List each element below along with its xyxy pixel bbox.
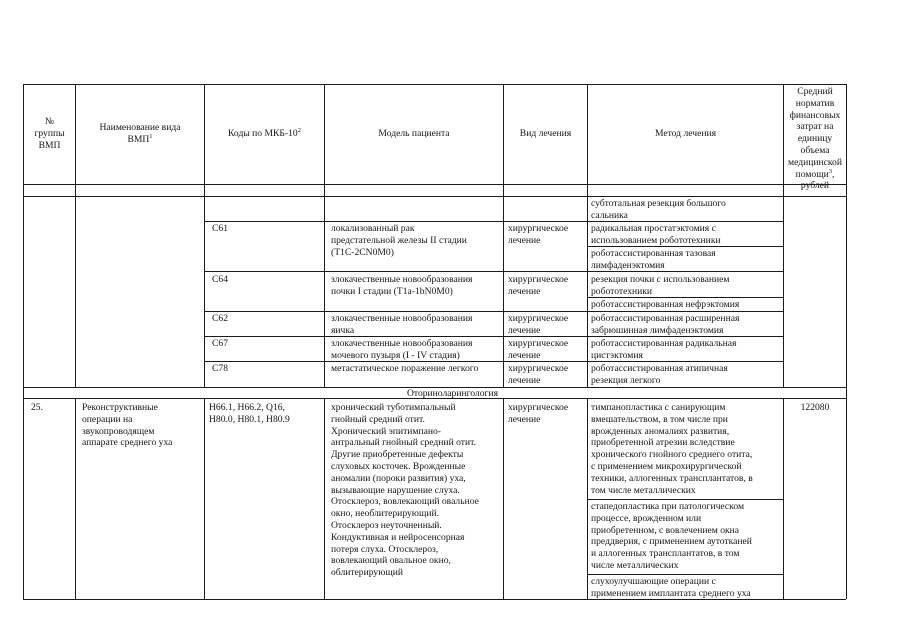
method-cell: резекция почки с использованием робототехники — [591, 274, 730, 297]
treatment-type-cell: хирургическое лечение — [508, 313, 569, 336]
entry-name: Реконструктивные операции на звукопроводящем аппарате среднего уха — [82, 402, 173, 449]
section-title: Оториноларингология — [406, 388, 499, 399]
code-cell: C64 — [212, 274, 228, 285]
entry-method: слухоулучшающие операции с применением имплантата среднего уха — [591, 576, 751, 599]
header-col-type: Вид лечения — [519, 128, 572, 139]
entry-cost: 122080 — [800, 402, 830, 413]
entry-method: тимпанопластика с санирующим вмешательством, в том числе при врожденных аномалиях развития, приобретенной атрезии вследствие хронического гнойного среднего отита, с применением микрохирургической техники, аллогенных трансплантатов, в том числе металлических — [591, 402, 753, 496]
method-cell: роботассистированная тазовая лимфаденэктомия — [591, 248, 716, 271]
treatment-type-cell: хирургическое лечение — [508, 338, 569, 361]
method-cell: роботассистированная нефрэктомия — [591, 299, 740, 310]
entry-codes: H66.1, H66.2, Q16, H80.0, H80.1, H80.9 — [209, 402, 290, 425]
treatment-type-cell: хирургическое лечение — [508, 363, 569, 386]
entry-method: стапедопластика при патологическом процессе, врожденном или приобретенном, с вовлечением окна преддверия, с применением аутотканей и аллогенных трансплантатов, в том числе металлических — [591, 501, 752, 571]
header-col-cost: Средний норматив финансовых затрат на единицу объема медицинской помощи$^3$, рублей — [788, 86, 842, 192]
header-col-model: Модель пациента — [378, 128, 450, 139]
model-cell: злокачественные новообразования яичка — [331, 313, 473, 336]
method-cell: роботассистированная радикальная цистэктомия — [591, 338, 737, 361]
treatment-type-cell: хирургическое лечение — [508, 223, 569, 246]
header-col-number: № группы ВМП — [34, 116, 65, 151]
header-col-name: Наименование вида ВМП$^1$ — [99, 122, 181, 145]
method-cell: субтотальная резекция большого сальника — [591, 198, 726, 221]
method-cell: радикальная простатэктомия с использованием робототехники — [591, 223, 721, 246]
model-cell: локализованный рак предстательной железы II стадии (T1C-2CN0M0) — [331, 223, 467, 258]
code-cell: C62 — [212, 313, 228, 324]
method-cell: роботассистированная расширенная забрюшинная лимфаденэктомия — [591, 313, 740, 336]
model-cell: метастатическое поражение легкого — [331, 363, 479, 374]
model-cell: злокачественные новообразования мочевого пузыря (I - IV стадия) — [331, 338, 473, 361]
treatment-type-cell: хирургическое лечение — [508, 274, 569, 297]
code-cell: C67 — [212, 338, 228, 349]
header-col-method: Метод лечения — [654, 128, 717, 139]
entry-treatment-type: хирургическое лечение — [508, 402, 569, 425]
code-cell: C78 — [212, 363, 228, 374]
model-cell: злокачественные новообразования почки I стадии (T1a-1bN0M0) — [331, 274, 473, 297]
code-cell: C61 — [212, 223, 228, 234]
entry-number: 25. — [31, 402, 43, 413]
header-col-codes: Коды по МКБ-$10^2$ — [228, 126, 301, 139]
method-cell: роботассистированная атипичная резекция легкого — [591, 363, 728, 386]
entry-model: хронический туботимпальный гнойный средний отит. Хронический эпитимпано- антральный гнойный средний отит. Другие приобретенные дефекты слуховых косточек. Врожденные аномалии (пороки развития) уха, вызывающие нарушение слуха. Отосклероз, вовлекающий овальное окно, необлитерирующий. Отосклероз неуточненный. Кондуктивная и нейросенсорная потеря слуха. Отосклероз, вовлекающий овальное окно, облитерирующий — [331, 402, 479, 579]
